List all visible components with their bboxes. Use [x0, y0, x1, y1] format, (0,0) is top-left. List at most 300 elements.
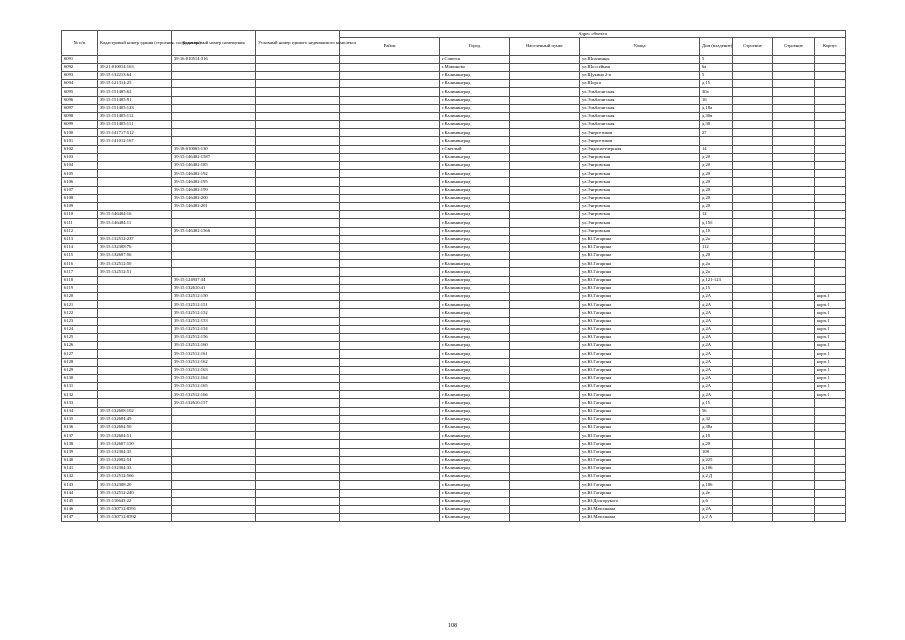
- cell-structure-1: [733, 301, 773, 309]
- cell-street: ул.Ю.Гагарина: [580, 309, 700, 317]
- cell-cad-building: 39:15:132608:102: [98, 407, 172, 415]
- cell-settlement: [510, 178, 580, 186]
- table-row: [62, 358, 846, 366]
- cell-number: 6128: [62, 358, 98, 366]
- table-row: [62, 88, 846, 96]
- cell-cad-building: [98, 317, 172, 325]
- cell-corpus: [815, 63, 846, 71]
- cell-house: д.20: [700, 202, 733, 210]
- cell-structure-1: [733, 505, 773, 513]
- cell-settlement: [510, 121, 580, 129]
- table-row: [62, 162, 846, 170]
- cell-street: ул.Ю.Долгорукого: [580, 497, 700, 505]
- table-row: [62, 153, 846, 161]
- cell-cad-building: 39:15:132512:237: [98, 235, 172, 243]
- cell-city: г.Калининград: [440, 227, 510, 235]
- cell-complex: [256, 317, 340, 325]
- cell-complex: [256, 514, 340, 522]
- cell-corpus: [815, 211, 846, 219]
- cell-cad-building: [98, 391, 172, 399]
- cell-number: 6141: [62, 464, 98, 472]
- cell-number: 6135: [62, 415, 98, 423]
- cell-structure-1: [733, 178, 773, 186]
- col-header-number: № п/п: [62, 31, 98, 56]
- cell-settlement: [510, 186, 580, 194]
- cell-number: 6139: [62, 448, 98, 456]
- cell-cad-building: [98, 325, 172, 333]
- cell-complex: [256, 342, 340, 350]
- cell-city: г.Калининград: [440, 301, 510, 309]
- cell-settlement: [510, 268, 580, 276]
- cell-complex: [256, 252, 340, 260]
- cell-house: 16: [700, 96, 733, 104]
- cell-structure-1: [733, 153, 773, 161]
- cell-city: г.Калининград: [440, 407, 510, 415]
- cell-street: ул.Эльблонгская: [580, 112, 700, 120]
- table-row: [62, 219, 846, 227]
- table-row: [62, 481, 846, 489]
- cell-settlement: [510, 202, 580, 210]
- col-header-district: Район: [340, 37, 440, 55]
- cell-house: д.20: [700, 170, 733, 178]
- cell-structure-2: [773, 80, 815, 88]
- cell-cad-room: 39:15:132512:163: [172, 366, 256, 374]
- cell-district: [340, 358, 440, 366]
- cell-cad-building: 39:15:141012:167: [98, 137, 172, 145]
- cell-district: [340, 71, 440, 79]
- cell-district: [340, 96, 440, 104]
- page-number: 108: [448, 623, 457, 629]
- cell-street: ул.Ю.Гагарина: [580, 366, 700, 374]
- cell-cad-building: 39:15:151405:123: [98, 104, 172, 112]
- cell-district: [340, 227, 440, 235]
- table-row: [62, 399, 846, 407]
- cell-district: [340, 325, 440, 333]
- cell-house: д.2е: [700, 489, 733, 497]
- cell-structure-1: [733, 121, 773, 129]
- cell-district: [340, 415, 440, 423]
- cell-structure-2: [773, 358, 815, 366]
- cell-number: 6125: [62, 333, 98, 341]
- cell-district: [340, 63, 440, 71]
- cell-structure-2: [773, 374, 815, 382]
- cell-city: г.Калининград: [440, 211, 510, 219]
- cell-street: ул.Энергетиков: [580, 129, 700, 137]
- cell-cad-room: [172, 505, 256, 513]
- table-row: [62, 383, 846, 391]
- cell-city: г.Калининград: [440, 415, 510, 423]
- cell-house: д.2А: [700, 383, 733, 391]
- col-header-cad-room: Кадастровый номер помещения: [172, 31, 256, 56]
- cell-district: [340, 170, 440, 178]
- cell-street: ул.Шорса: [580, 80, 700, 88]
- cell-cad-room: [172, 121, 256, 129]
- table-row: [62, 129, 846, 137]
- cell-cad-room: 39:15:132512:153: [172, 317, 256, 325]
- cell-corpus: корп.1: [815, 301, 846, 309]
- cell-street: ул.Ю.Гагарина: [580, 464, 700, 472]
- cell-street: ул.Шпалинцы: [580, 55, 700, 63]
- cell-city: г.Калининград: [440, 243, 510, 251]
- cell-number: 6120: [62, 293, 98, 301]
- cell-cad-room: [172, 80, 256, 88]
- cell-cad-building: [98, 293, 172, 301]
- cell-city: г.Калининград: [440, 374, 510, 382]
- cell-number: 6118: [62, 276, 98, 284]
- cell-house: д.15: [700, 399, 733, 407]
- cell-settlement: [510, 63, 580, 71]
- cell-district: [340, 243, 440, 251]
- cell-district: [340, 260, 440, 268]
- col-header-structure-1: Строение: [733, 37, 773, 55]
- cell-settlement: [510, 358, 580, 366]
- cell-corpus: корп.1: [815, 333, 846, 341]
- cell-corpus: корп.1: [815, 309, 846, 317]
- cell-street: ул.Ю.Гагарина: [580, 424, 700, 432]
- cell-settlement: [510, 104, 580, 112]
- cell-house: д.2А: [700, 374, 733, 382]
- cell-structure-2: [773, 325, 815, 333]
- cell-complex: [256, 121, 340, 129]
- cell-number: 6129: [62, 366, 98, 374]
- cell-settlement: [510, 407, 580, 415]
- cell-structure-2: [773, 227, 815, 235]
- cell-structure-1: [733, 96, 773, 104]
- cell-district: [340, 309, 440, 317]
- cell-structure-2: [773, 219, 815, 227]
- cell-cad-room: 39:15:132610:41: [172, 284, 256, 292]
- cell-complex: [256, 309, 340, 317]
- table-row: [62, 456, 846, 464]
- cell-city: г.Калининград: [440, 448, 510, 456]
- cell-complex: [256, 104, 340, 112]
- cell-corpus: корп.1: [815, 383, 846, 391]
- cell-number: 6127: [62, 350, 98, 358]
- cell-street: ул.Ю.Гагарина: [580, 473, 700, 481]
- table-row: [62, 432, 846, 440]
- cell-district: [340, 456, 440, 464]
- cell-structure-1: [733, 219, 773, 227]
- cell-structure-2: [773, 301, 815, 309]
- cell-street: ул.Ю.Гагарина: [580, 481, 700, 489]
- table-row: [62, 145, 846, 153]
- cell-house: д.18а: [700, 104, 733, 112]
- cell-district: [340, 284, 440, 292]
- cell-structure-1: [733, 194, 773, 202]
- cell-district: [340, 407, 440, 415]
- cell-district: [340, 366, 440, 374]
- cell-cad-room: [172, 268, 256, 276]
- cell-cad-room: [172, 96, 256, 104]
- table-row: [62, 104, 846, 112]
- cell-house: д.20: [700, 153, 733, 161]
- table-row: [62, 170, 846, 178]
- cell-number: 6108: [62, 194, 98, 202]
- cell-structure-2: [773, 55, 815, 63]
- cell-house: д.2 Д: [700, 473, 733, 481]
- cell-city: г.Калининград: [440, 235, 510, 243]
- cell-settlement: [510, 489, 580, 497]
- cell-district: [340, 112, 440, 120]
- cell-city: г.Калининград: [440, 96, 510, 104]
- cell-complex: [256, 55, 340, 63]
- cell-corpus: [815, 448, 846, 456]
- cell-city: г.Калининград: [440, 252, 510, 260]
- cell-cad-room: 39:15:132512:152: [172, 309, 256, 317]
- cell-settlement: [510, 243, 580, 251]
- cell-cad-room: 39:15:132512:151: [172, 301, 256, 309]
- cell-house: д.2а: [700, 268, 733, 276]
- cell-corpus: [815, 88, 846, 96]
- cell-complex: [256, 424, 340, 432]
- cell-cad-room: [172, 235, 256, 243]
- cell-corpus: [815, 71, 846, 79]
- cell-district: [340, 145, 440, 153]
- col-header-cad-building: Кадастровый номер здания (строения, сооружения): [98, 31, 172, 56]
- cell-corpus: [815, 464, 846, 472]
- cell-settlement: [510, 88, 580, 96]
- cell-district: [340, 129, 440, 137]
- cell-structure-2: [773, 252, 815, 260]
- table-row: [62, 497, 846, 505]
- cell-house: 6а: [700, 63, 733, 71]
- cell-city: г.Калининград: [440, 358, 510, 366]
- cell-settlement: [510, 473, 580, 481]
- cell-house: д.2А: [700, 358, 733, 366]
- cell-number: 6123: [62, 317, 98, 325]
- cell-complex: [256, 178, 340, 186]
- table-row: [62, 71, 846, 79]
- cell-number: 6119: [62, 284, 98, 292]
- cell-cad-room: [172, 104, 256, 112]
- cell-house: 56: [700, 407, 733, 415]
- cell-number: 6147: [62, 514, 98, 522]
- cell-street: ул.Ю.Гагарина: [580, 440, 700, 448]
- cell-structure-1: [733, 407, 773, 415]
- cell-structure-1: [733, 415, 773, 423]
- cell-cad-building: 39:15:121314:25: [98, 80, 172, 88]
- col-header-settlement: Населенный пункт: [510, 37, 580, 55]
- cell-city: г.Калининград: [440, 71, 510, 79]
- cell-cad-room: [172, 456, 256, 464]
- cell-cad-building: [98, 358, 172, 366]
- cell-house: д.2А: [700, 333, 733, 341]
- cell-structure-1: [733, 284, 773, 292]
- cell-number: 6092: [62, 63, 98, 71]
- cell-cad-room: [172, 112, 256, 120]
- cell-house: д.38а: [700, 424, 733, 432]
- cell-structure-2: [773, 415, 815, 423]
- cell-cad-room: [172, 464, 256, 472]
- cell-settlement: [510, 514, 580, 522]
- cell-structure-1: [733, 325, 773, 333]
- cell-house: д.2А: [700, 342, 733, 350]
- cell-district: [340, 440, 440, 448]
- cell-cad-room: [172, 473, 256, 481]
- cell-district: [340, 424, 440, 432]
- cell-house: 5: [700, 71, 733, 79]
- table-row: [62, 514, 846, 522]
- cell-house: д.6: [700, 497, 733, 505]
- cell-structure-1: [733, 309, 773, 317]
- cell-cad-room: [172, 424, 256, 432]
- table-row: [62, 137, 846, 145]
- cell-complex: [256, 96, 340, 104]
- cell-district: [340, 317, 440, 325]
- cell-house: д.2А: [700, 350, 733, 358]
- cell-settlement: [510, 481, 580, 489]
- cell-structure-1: [733, 317, 773, 325]
- cell-cad-room: 39:16:010514:316: [172, 55, 256, 63]
- cell-complex: [256, 145, 340, 153]
- cell-city: г.Калининград: [440, 276, 510, 284]
- col-header-address: Адрес объекта: [340, 31, 846, 38]
- cell-structure-2: [773, 202, 815, 210]
- table-row: [62, 276, 846, 284]
- table-row: [62, 186, 846, 194]
- cell-house: 14: [700, 145, 733, 153]
- cell-number: 6102: [62, 145, 98, 153]
- col-header-structure-2: Строение: [773, 37, 815, 55]
- cell-complex: [256, 481, 340, 489]
- cell-house: д.10: [700, 432, 733, 440]
- table-row: [62, 440, 846, 448]
- cell-cad-building: 39:21:010014:163: [98, 63, 172, 71]
- cell-number: 6100: [62, 129, 98, 137]
- cell-house: д.2А: [700, 309, 733, 317]
- cell-street: ул.Энгровская: [580, 194, 700, 202]
- cell-settlement: [510, 80, 580, 88]
- col-header-complex: Условный номер единого недвижимого комплекса: [256, 31, 340, 56]
- cell-house: 12: [700, 211, 733, 219]
- cell-settlement: [510, 424, 580, 432]
- table-row: [62, 317, 846, 325]
- cell-cad-building: [98, 276, 172, 284]
- cell-structure-2: [773, 473, 815, 481]
- cell-structure-2: [773, 153, 815, 161]
- cell-complex: [256, 505, 340, 513]
- cell-complex: [256, 383, 340, 391]
- cell-cad-building: [98, 366, 172, 374]
- cell-district: [340, 153, 440, 161]
- cell-cad-building: 39:15:146404:16: [98, 211, 172, 219]
- cell-house: д.2А: [700, 325, 733, 333]
- cell-structure-2: [773, 284, 815, 292]
- cell-street: ул.Ю.Гагарина: [580, 391, 700, 399]
- cell-street: ул.Ю.Гагарина: [580, 415, 700, 423]
- cell-cad-room: [172, 219, 256, 227]
- cell-structure-2: [773, 211, 815, 219]
- cell-house: д.32: [700, 415, 733, 423]
- cell-house: д.30: [700, 121, 733, 129]
- cell-house: д.2А: [700, 317, 733, 325]
- cell-cad-room: [172, 481, 256, 489]
- cell-number: 6110: [62, 211, 98, 219]
- cell-cad-building: [98, 202, 172, 210]
- cell-number: 6124: [62, 325, 98, 333]
- cell-number: 6126: [62, 342, 98, 350]
- table-row: [62, 309, 846, 317]
- cell-structure-2: [773, 489, 815, 497]
- cell-city: г.Мамоново: [440, 63, 510, 71]
- cell-district: [340, 178, 440, 186]
- cell-complex: [256, 162, 340, 170]
- cell-street: ул.Ю.Гагарина: [580, 342, 700, 350]
- cell-district: [340, 162, 440, 170]
- cell-cad-room: 39:15:132512:154: [172, 325, 256, 333]
- table-row: [62, 55, 846, 63]
- cell-number: 6093: [62, 71, 98, 79]
- cell-settlement: [510, 112, 580, 120]
- cell-complex: [256, 293, 340, 301]
- cell-corpus: корп.1: [815, 293, 846, 301]
- cell-district: [340, 202, 440, 210]
- cell-settlement: [510, 137, 580, 145]
- cell-complex: [256, 235, 340, 243]
- cell-structure-2: [773, 497, 815, 505]
- cell-settlement: [510, 399, 580, 407]
- cell-cad-building: 39:15:132304:35: [98, 448, 172, 456]
- cell-number: 6103: [62, 153, 98, 161]
- cell-structure-2: [773, 96, 815, 104]
- cell-settlement: [510, 317, 580, 325]
- cell-street: ул.Ю.Маточкина: [580, 505, 700, 513]
- cell-city: г.Калининград: [440, 333, 510, 341]
- cell-structure-2: [773, 88, 815, 96]
- table-row: [62, 505, 846, 513]
- cell-structure-2: [773, 464, 815, 472]
- cell-number: 6095: [62, 88, 98, 96]
- cell-structure-1: [733, 276, 773, 284]
- cell-structure-1: [733, 489, 773, 497]
- cell-district: [340, 391, 440, 399]
- cell-structure-1: [733, 145, 773, 153]
- cell-corpus: [815, 252, 846, 260]
- cell-cad-building: 39:15:132308:76: [98, 243, 172, 251]
- cell-complex: [256, 456, 340, 464]
- cell-structure-2: [773, 137, 815, 145]
- cell-city: г.Калининград: [440, 293, 510, 301]
- cell-settlement: [510, 284, 580, 292]
- cell-city: г.Калининград: [440, 325, 510, 333]
- cell-district: [340, 80, 440, 88]
- cell-structure-2: [773, 440, 815, 448]
- table-row: [62, 252, 846, 260]
- cell-settlement: [510, 252, 580, 260]
- cell-settlement: [510, 432, 580, 440]
- cell-structure-2: [773, 71, 815, 79]
- cell-number: 6142: [62, 473, 98, 481]
- cell-number: 6145: [62, 497, 98, 505]
- cell-structure-2: [773, 178, 815, 186]
- cell-street: ул.Ю.Гагарина: [580, 260, 700, 268]
- cell-corpus: [815, 481, 846, 489]
- cell-settlement: [510, 342, 580, 350]
- cell-corpus: [815, 415, 846, 423]
- cell-settlement: [510, 227, 580, 235]
- cell-city: г.Калининград: [440, 424, 510, 432]
- cell-corpus: [815, 153, 846, 161]
- cell-structure-1: [733, 112, 773, 120]
- cell-district: [340, 186, 440, 194]
- cell-structure-2: [773, 342, 815, 350]
- cell-street: ул.Энгровская: [580, 178, 700, 186]
- cell-district: [340, 399, 440, 407]
- cell-corpus: корп.1: [815, 325, 846, 333]
- cell-district: [340, 350, 440, 358]
- cell-street: ул.Энгровская: [580, 211, 700, 219]
- cell-structure-1: [733, 448, 773, 456]
